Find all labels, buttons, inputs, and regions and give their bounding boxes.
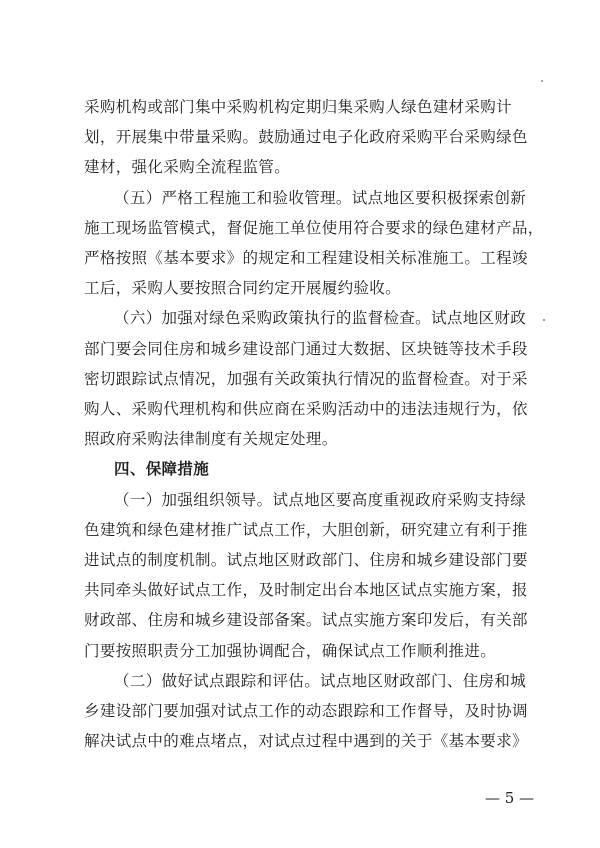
body-text-line: 共同牵头做好试点工作，及时制定出台本地区试点实施方案，报: [84, 581, 528, 600]
body-text-line: 施工现场监管模式，督促施工单位使用符合要求的绿色建材产品，: [84, 218, 544, 237]
section-heading: 四、保障措施: [114, 460, 210, 479]
scan-speck: [541, 80, 543, 82]
body-text-line: 色建筑和绿色建材推广试点工作，大胆创新，研究建立有利于推: [84, 520, 528, 539]
scan-speck: [543, 319, 545, 321]
body-text-line: 解决试点中的难点堵点，对试点过程中遇到的关于《基本要求》: [84, 732, 528, 751]
body-text-line: 部门要会同住房和城乡建设部门通过大数据、区块链等技术手段: [84, 339, 528, 358]
body-text-line: 密切跟踪试点情况，加强有关政策执行情况的监督检查。对于采: [84, 369, 528, 388]
body-text-line: 严格按照《基本要求》的规定和工程建设相关标准施工。工程竣: [84, 249, 528, 267]
body-text-line: 进试点的制度机制。试点地区财政部门、住房和城乡建设部门要: [84, 551, 528, 569]
paragraph-start-line: （二）做好试点跟踪和评估。试点地区财政部门、住房和城: [114, 671, 527, 690]
body-text-line: 工后，采购人要按照合同约定开展履约验收。: [84, 279, 402, 298]
body-text-line: 乡建设部门要加强对试点工作的动态跟踪和工作督导，及时协调: [84, 702, 528, 720]
paragraph-start-line: （一）加强组织领导。试点地区要高度重视政府采购支持绿: [114, 490, 527, 509]
body-text-line: 门要按照职责分工加强协调配合，确保试点工作顺利推进。: [84, 641, 497, 660]
page-number: — 5 —: [485, 789, 535, 807]
body-text-line: 财政部、住房和城乡建设部备案。试点实施方案印发后，有关部: [84, 611, 528, 630]
body-text-line: 建材，强化采购全流程监管。: [84, 158, 291, 177]
body-text-line: 划，开展集中带量采购。鼓励通过电子化政府采购平台采购绿色: [84, 128, 528, 147]
paragraph-start-line: （五）严格工程施工和验收管理。试点地区要积极探索创新: [114, 188, 527, 207]
body-text-line: 照政府采购法律制度有关规定处理。: [84, 430, 338, 449]
paragraph-start-line: （六）加强对绿色采购政策执行的监督检查。试点地区财政: [114, 309, 527, 328]
body-text-line: 采购机构或部门集中采购机构定期归集采购人绿色建材采购计: [84, 98, 512, 116]
body-text-line: 购人、采购代理机构和供应商在采购活动中的违法违规行为，依: [84, 400, 528, 418]
